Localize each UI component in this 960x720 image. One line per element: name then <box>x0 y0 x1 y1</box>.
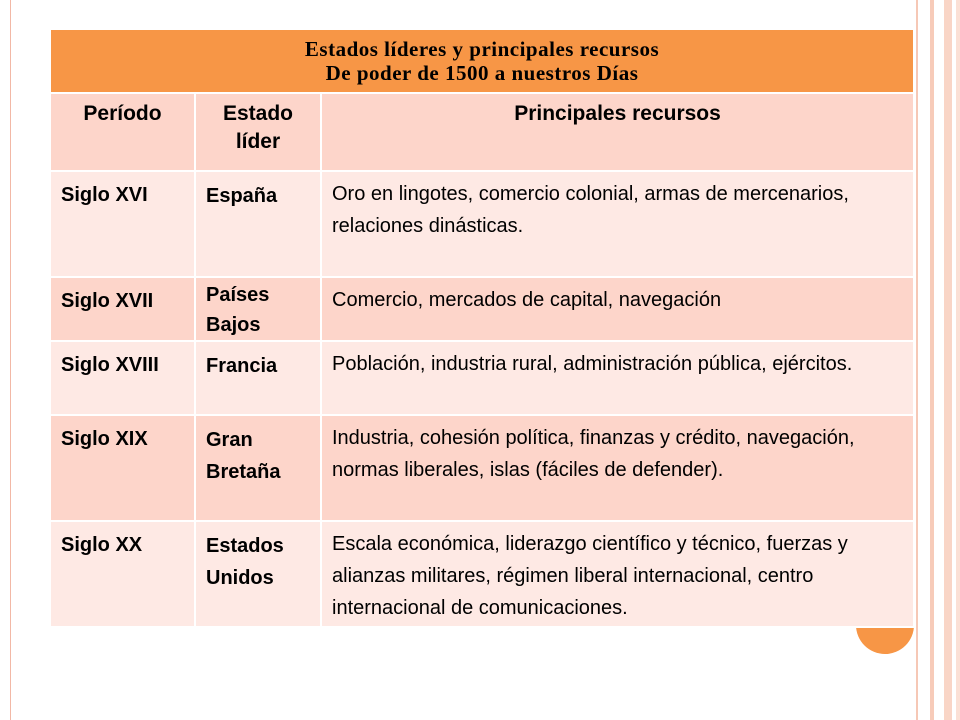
slide-frame-right-line-1 <box>916 0 918 720</box>
table-header-row <box>50 93 914 171</box>
table-row <box>50 171 914 277</box>
slide-frame-right-line-2 <box>930 0 934 720</box>
header-state-line-2: líder <box>235 130 281 153</box>
table-row <box>50 277 914 341</box>
header-period: Período <box>50 93 195 171</box>
row-period: Siglo XIX <box>50 415 195 521</box>
row-period: Siglo XVIII <box>50 341 195 415</box>
row-state: Estados Unidos <box>195 521 321 627</box>
table-title-row <box>50 29 914 93</box>
row-resources: Industria, cohesión política, finanzas y crédito, navegación, normas liberales, islas (fáciles de defender). <box>321 415 914 521</box>
row-state: Francia <box>195 341 321 415</box>
table-title <box>50 29 914 93</box>
slide-frame-right-line-3 <box>944 0 952 720</box>
slide-frame-left-line <box>10 0 11 720</box>
header-state-line-1: Estado <box>222 102 293 125</box>
slide-frame-right-line-4 <box>956 0 960 720</box>
row-state: Países Bajos <box>195 277 321 341</box>
row-resources: Escala económica, liderazgo científico y técnico, fuerzas y alianzas militares, régimen liberal internacional, centro internacional de comunicaciones. <box>321 521 914 627</box>
header-resources: Principales recursos <box>321 93 914 171</box>
table-row <box>50 415 914 521</box>
row-period: Siglo XX <box>50 521 195 627</box>
row-period: Siglo XVI <box>50 171 195 277</box>
row-resources: Población, industria rural, administración pública, ejércitos. <box>321 341 914 415</box>
table-title-line-2: De poder de 1500 a nuestros Días <box>325 61 639 85</box>
row-resources: Comercio, mercados de capital, navegación <box>321 277 914 341</box>
row-resources: Oro en lingotes, comercio colonial, armas de mercenarios, relaciones dinásticas. <box>321 171 914 277</box>
row-state: Gran Bretaña <box>195 415 321 521</box>
header-state <box>195 93 321 171</box>
power-resources-table <box>49 28 915 628</box>
row-state: España <box>195 171 321 277</box>
row-period: Siglo XVII <box>50 277 195 341</box>
table-row <box>50 341 914 415</box>
table-title-line-1: Estados líderes y principales recursos <box>304 37 660 61</box>
table-row <box>50 521 914 627</box>
